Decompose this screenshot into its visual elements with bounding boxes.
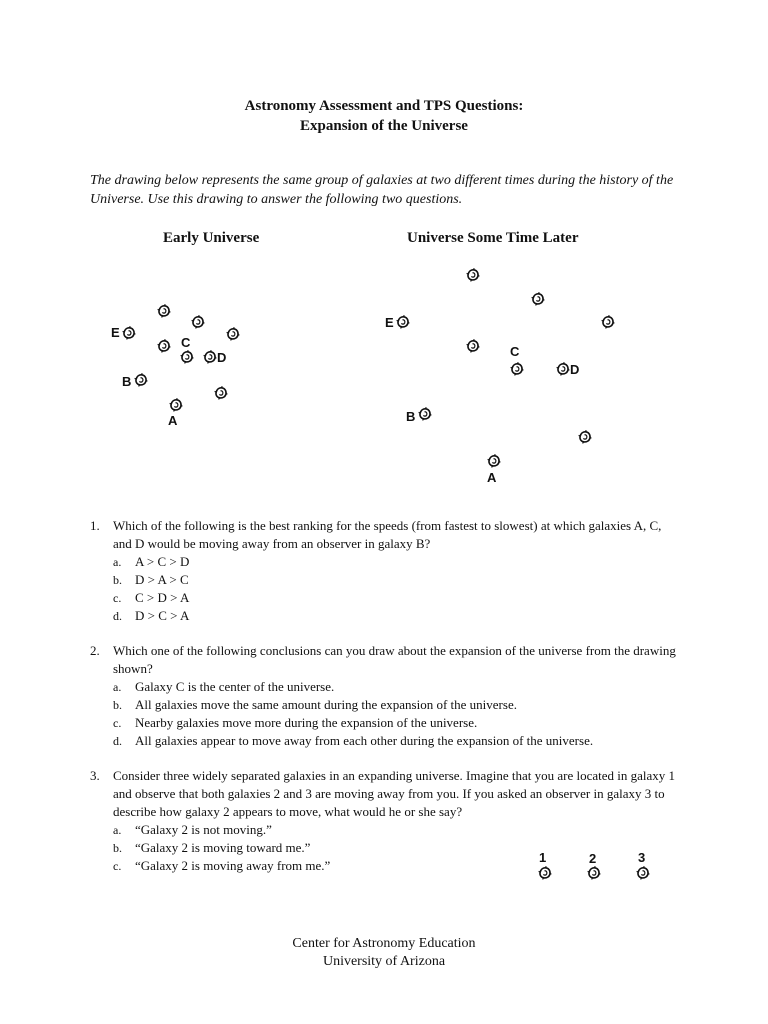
galaxy-label-a-later: A: [487, 470, 497, 485]
answer-option[interactable]: [113, 607, 680, 625]
option-letter: c.: [113, 591, 122, 605]
galaxy-label-d-early: D: [217, 350, 227, 365]
document-title: Astronomy Assessment and TPS Questions:: [244, 98, 524, 114]
galaxy-icon: [214, 386, 228, 400]
option-letter: c.: [113, 859, 122, 873]
galaxy-icon: [578, 430, 592, 444]
galaxy-label-a-early: A: [168, 413, 178, 428]
answer-option[interactable]: [113, 678, 680, 696]
option-text: Nearby galaxies move more during the expansion of the universe.: [135, 715, 478, 730]
option-text: A > C > D: [135, 554, 190, 569]
option-text: All galaxies move the same amount during the expansion of the universe.: [135, 697, 517, 712]
galaxy-icon: [157, 304, 171, 318]
galaxy-1-icon: [538, 866, 552, 880]
answer-option[interactable]: [113, 714, 680, 732]
option-letter: d.: [113, 609, 122, 623]
galaxy-c-early-icon: [180, 350, 194, 364]
option-letter: b.: [113, 573, 122, 587]
option-letter: b.: [113, 841, 122, 855]
galaxy-3-icon: [636, 866, 650, 880]
document-subtitle: Expansion of the Universe: [300, 118, 468, 134]
galaxy-2-icon: [587, 866, 601, 880]
galaxy-icon: [191, 315, 205, 329]
intro-paragraph: The drawing below represents the same group of galaxies at two different times during the history of the Universe. Use this drawing to answer the following two questions.: [90, 173, 674, 207]
galaxy-b-early-icon: [134, 373, 148, 387]
answer-option[interactable]: [113, 553, 680, 571]
question-text: Which one of the following conclusions can you draw about the expansion of the universe from the drawing shown?: [113, 643, 676, 676]
galaxy-1-label: 1: [539, 850, 547, 865]
footer-university: University of Arizona: [322, 954, 446, 969]
galaxy-2-label: 2: [589, 851, 597, 866]
galaxy-e-early-icon: [122, 326, 136, 340]
question-1: [90, 517, 680, 625]
galaxy-icon: [466, 339, 480, 353]
option-text: All galaxies appear to move away from each other during the expansion of the universe.: [135, 733, 594, 748]
galaxy-icon: [466, 268, 480, 282]
galaxy-c-later-icon: [510, 362, 524, 376]
galaxy-label-d-later: D: [570, 362, 580, 377]
answer-option[interactable]: [113, 732, 680, 750]
option-text: “Galaxy 2 is not moving.”: [135, 822, 272, 837]
question-number: 3.: [90, 768, 100, 783]
option-letter: a.: [113, 680, 122, 694]
galaxy-d-later-icon: [556, 362, 570, 376]
galaxy-icon: [157, 339, 171, 353]
option-text: D > A > C: [135, 572, 189, 587]
answer-option[interactable]: [113, 589, 680, 607]
question-number: 1.: [90, 518, 100, 533]
galaxy-a-early-icon: [169, 398, 183, 412]
galaxy-e-later-icon: [396, 315, 410, 329]
question-text: Which of the following is the best ranking for the speeds (from fastest to slowest) at which galaxies A, C, and D would be moving away from an observer in galaxy B?: [113, 518, 662, 551]
option-letter: a.: [113, 555, 122, 569]
galaxy-d-early-icon: [203, 350, 217, 364]
option-text: “Galaxy 2 is moving toward me.”: [135, 840, 311, 855]
option-letter: c.: [113, 716, 122, 730]
galaxy-label-e-later: E: [385, 315, 394, 330]
option-letter: d.: [113, 734, 122, 748]
galaxy-label-b-early: B: [122, 374, 132, 389]
galaxy-label-e-early: E: [111, 325, 120, 340]
galaxy-a-later-icon: [487, 454, 501, 468]
answer-option[interactable]: [113, 821, 680, 839]
option-text: Galaxy C is the center of the universe.: [135, 679, 335, 694]
question-2: [90, 642, 680, 750]
galaxy-label-c-later: C: [510, 344, 520, 359]
later-universe-title: Universe Some Time Later: [407, 230, 579, 246]
galaxy-icon: [601, 315, 615, 329]
galaxy-icon: [226, 327, 240, 341]
question-text: Consider three widely separated galaxies in an expanding universe. Imagine that you are located in galaxy 1 and observe that both galaxies 2 and 3 are moving away from you. If you asked an observer in galaxy 3 to describe how galaxy 2 appears to move, what would he or she say?: [113, 768, 676, 819]
option-text: C > D > A: [135, 590, 190, 605]
galaxy-3-label: 3: [638, 850, 646, 865]
answer-option[interactable]: [113, 696, 680, 714]
early-universe-title: Early Universe: [163, 230, 260, 246]
answer-option[interactable]: [113, 571, 680, 589]
option-text: D > C > A: [135, 608, 190, 623]
option-text: “Galaxy 2 is moving away from me.”: [135, 858, 331, 873]
galaxy-b-later-icon: [418, 407, 432, 421]
galaxy-label-c-early: C: [181, 335, 191, 350]
question-number: 2.: [90, 643, 100, 658]
option-letter: b.: [113, 698, 122, 712]
footer-organization: Center for Astronomy Education: [292, 936, 476, 951]
option-letter: a.: [113, 823, 122, 837]
galaxy-icon: [531, 292, 545, 306]
galaxy-label-b-later: B: [406, 409, 416, 424]
